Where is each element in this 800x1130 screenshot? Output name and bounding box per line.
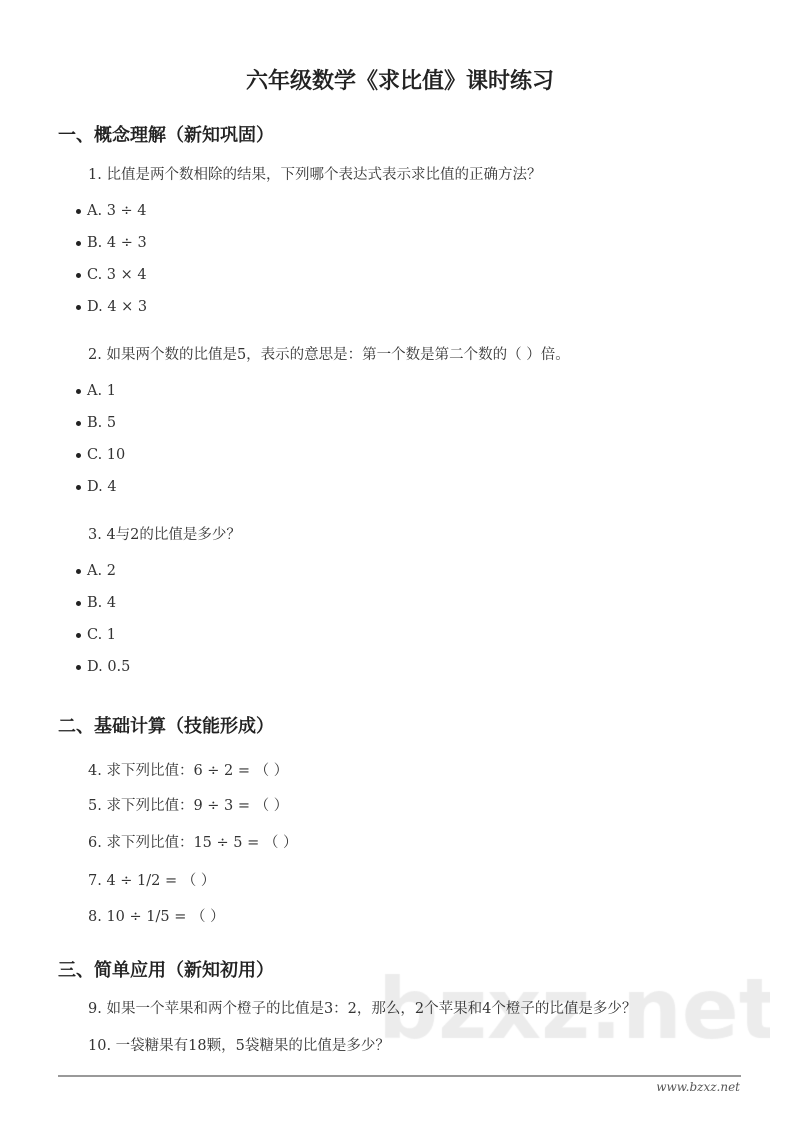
bullet-icon	[76, 453, 81, 458]
option-text: D. 4 × 3	[87, 299, 148, 315]
footer-divider	[58, 1075, 741, 1077]
option-text: C. 10	[87, 447, 126, 463]
option-text: A. 1	[87, 383, 116, 399]
question-5: 5. 求下列比值：9 ÷ 3 = （ ）	[88, 798, 289, 814]
option	[76, 235, 147, 251]
question-4: 4. 求下列比值：6 ÷ 2 = （ ）	[88, 763, 289, 779]
option-text: A. 2	[87, 563, 116, 579]
section-heading: 三、简单应用（新知初用）	[58, 960, 274, 981]
bullet-icon	[76, 485, 81, 490]
option	[76, 203, 147, 219]
question-8: 8. 10 ÷ 1/5 = （ ）	[88, 909, 225, 925]
option	[76, 563, 116, 579]
option-text: B. 4 ÷ 3	[87, 235, 147, 251]
bullet-icon	[76, 569, 81, 574]
option	[76, 267, 147, 283]
bullet-icon	[76, 241, 81, 246]
option-text: D. 4	[87, 479, 117, 495]
bullet-icon	[76, 665, 81, 670]
bullet-icon	[76, 633, 81, 638]
option	[76, 447, 125, 463]
watermark	[370, 970, 770, 1070]
footer-url: www.bzxz.net	[656, 1080, 740, 1094]
bullet-icon	[76, 209, 81, 214]
option-text: C. 1	[87, 627, 117, 643]
option	[76, 479, 117, 495]
question-1: 1. 比值是两个数相除的结果，下列哪个表达式表示求比值的正确方法？	[88, 167, 542, 183]
option	[76, 627, 116, 643]
option	[76, 595, 116, 611]
bullet-icon	[76, 389, 81, 394]
option-text: D. 0.5	[87, 659, 131, 675]
option	[76, 415, 116, 431]
page-title: 六年级数学《求比值》课时练习	[245, 68, 554, 94]
option	[76, 659, 130, 675]
question-9: 9. 如果一个苹果和两个橙子的比值是3：2，那么，2个苹果和4个橙子的比值是多少？	[88, 1001, 637, 1017]
option	[76, 299, 147, 315]
bullet-icon	[76, 421, 81, 426]
bullet-icon	[76, 601, 81, 606]
question-3: 3. 4与2的比值是多少？	[88, 527, 241, 543]
option	[76, 383, 116, 399]
question-6: 6. 求下列比值：15 ÷ 5 = （ ）	[88, 835, 298, 851]
question-10: 10. 一袋糖果有18颗，5袋糖果的比值是多少？	[88, 1038, 390, 1054]
section-heading: 二、基础计算（技能形成）	[58, 716, 274, 737]
option-text: B. 5	[87, 415, 117, 431]
section-heading: 一、概念理解（新知巩固）	[58, 125, 274, 146]
bullet-icon	[76, 305, 81, 310]
question-7: 7. 4 ÷ 1/2 = （ ）	[88, 873, 216, 889]
option-text: A. 3 ÷ 4	[87, 203, 147, 219]
question-2: 2. 如果两个数的比值是5，表示的意思是：第一个数是第二个数的（ ）倍。	[88, 347, 570, 363]
option-text: C. 3 × 4	[87, 267, 147, 283]
option-text: B. 4	[87, 595, 117, 611]
bullet-icon	[76, 273, 81, 278]
